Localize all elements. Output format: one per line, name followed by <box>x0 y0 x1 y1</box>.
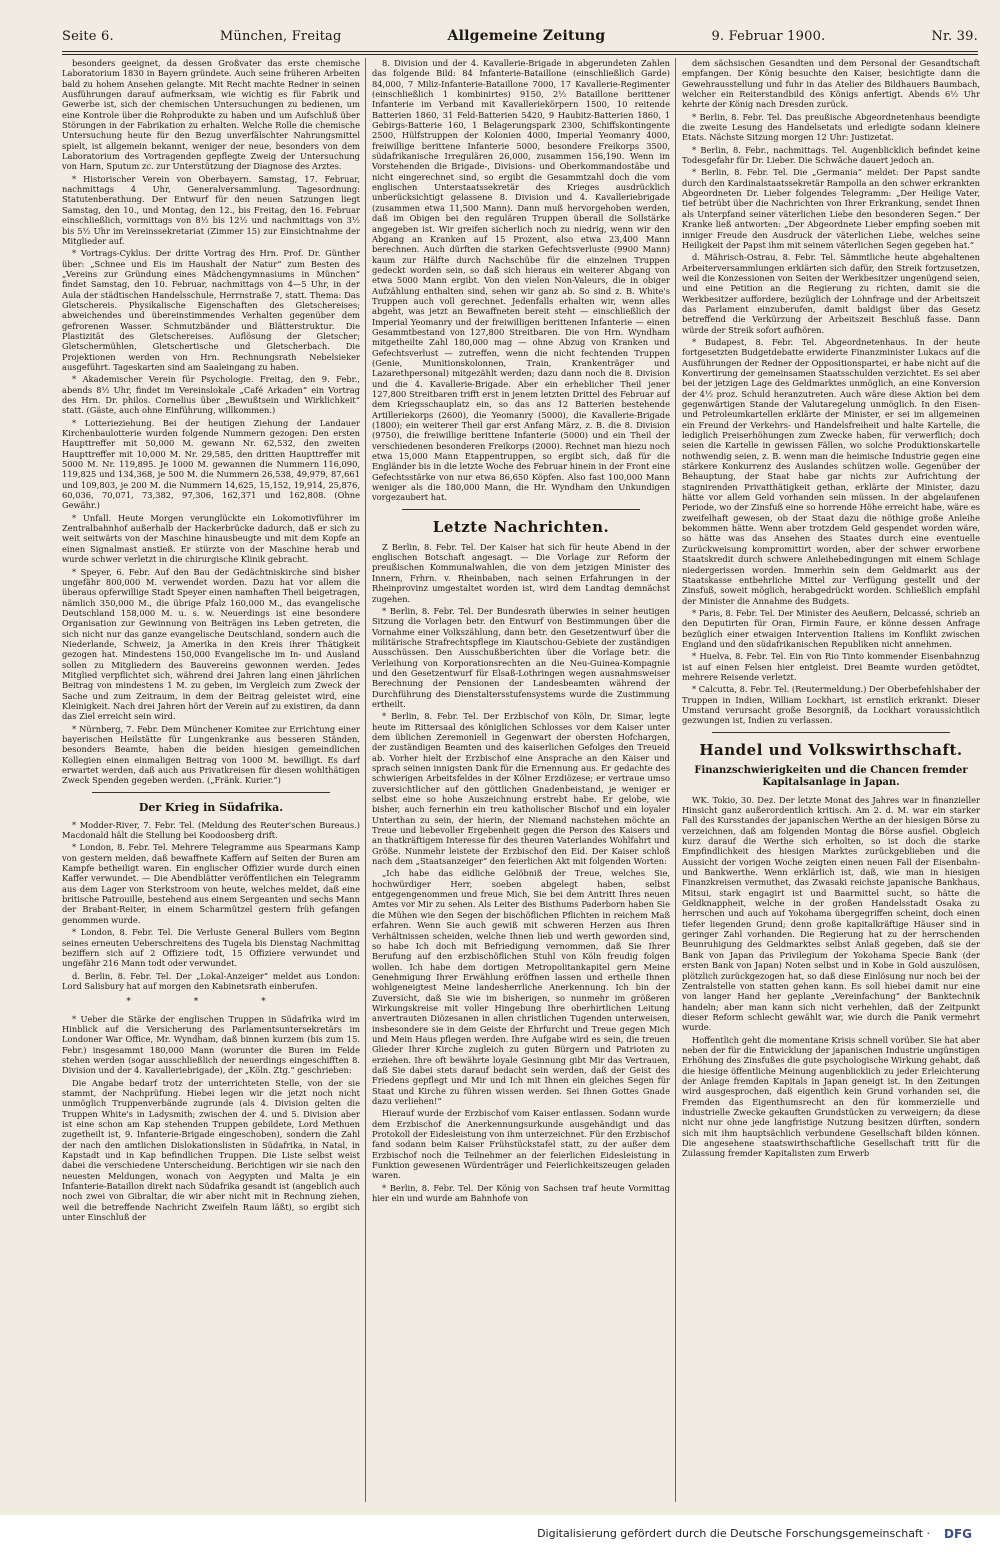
article-huelva: * Huelva, 8. Febr. Tel. Ein von Rio Tinto kommender Eisenbahnzug ist auf einen Felsen hier entgleist. Drei Beamte wurden getödtet, mehrere Reisende verletzt. <box>682 651 980 682</box>
header-rule <box>62 51 978 52</box>
column-1 <box>62 58 360 1502</box>
dfg-credit: Digitalisierung gefördert durch die Deutsche Forschungsgemeinschaft · <box>537 1527 930 1540</box>
section-heading-war: Der Krieg in Südafrika. <box>138 800 284 814</box>
issue-date: 9. Februar 1900. <box>711 29 826 44</box>
article-tokio-2: Hoffentlich geht die momentane Krisis schnell vorüber. Sie hat aber neben der für die Entwicklung der japanischen Industrie ungünstigen Erhöhung des Zinsfußes die gute psychologische Wirkung gehabt, daß die hiesige öffentliche Meinung augenblicklich zu jeder Erleichterung der Anlage fremden Kapitals in Japan geneigt ist. In den Zeitungen wird ausgesprochen, daß eigentlich kein Grund vorhanden sei, die Fremden das Eigenthumsrecht an den für kommerzielle und industrielle Zwecke gekauften Grundstücken zu verweigern; da diese nicht nur ohne jede langfristige Nutzung besitzen dürften, sondern sich mit ihm hauptsächlich verbundene Gesellschaft bilden können. Die angesehene staatswirthschaftliche Gesellschaft tritt für die Zulassung fremder Kapitalisten zum Erwerb <box>682 1034 980 1159</box>
column-rule-1 <box>365 58 366 1502</box>
article-headline-japan: Finanzschwierigkeiten und die Chancen fremder Kapitalsanlage in Japan. <box>694 764 968 788</box>
article-psychology-society: * Akademischer Verein für Psychologie. Freitag, den 9. Febr., abends 8½ Uhr, findet im Vereinslokale „Café Arkaden“ ein Vortrag des Hrn. Dr. philos. Cornelius über „Bewußtsein und Wirklichkeit“ statt. (Gäste, auch ohne Einführung, willkommen.) <box>62 374 360 416</box>
article-berlin-archbishop: * Berlin, 8. Febr. Tel. Der Erzbischof von Köln, Dr. Simar, legte heute im Rittersaal des königlichen Schlosses vor dem Kaiser unter dem üblichen Zeremoniell in Gegenwart der obersten Hofchargen, der zuständigen Beamten und des kaiserlichen Gefolges den Treueid ab. Vorher hielt der Erzbischof eine Ansprache an den Kaiser und sprach seinen innigsten Dank für die Ernennung aus. Er gedachte des schwierigen Arbeitsfeldes in der Kölner Erzdiözese; er vertraue umso zuversichtlicher auf den göttlichen Gnadenbeistand, je weniger er selbst eine so hohe Auszeichnung erstrebt habe. Er gelobe, wie bisher, auch fernerhin ein treu katholischer Bischof und ein loyaler Unterthan zu sein, der hierin, der Niemand nachstehen möchte an Treue und liebevoller Ergebenheit gegen die Person des Kaisers und an thatkräftigem Interesse für des theuren Vaterlandes Wohlfahrt und Größe. Nunmehr leistete der Erzbischof den Eid. Der Kaiser schloß nach dem „Staatsanzeiger“ den feierlichen Akt mit folgenden Worten: <box>372 711 670 867</box>
dfg-logo: DFG <box>943 1527 972 1541</box>
article-lottery: * Lotterieziehung. Bei der heutigen Ziehung der Landauer Kirchenbaulotterie wurden folgende Nummern gezogen: Den ersten Haupttreffer mit 50,000 M. gewann Nr. 62,532, den zweiten Haupttreffer mit 10,000 M. Nr. 29,585, den dritten Haupttreffer mit 5000 M. Nr. 119,895. Je 1000 M. gewannen die Nummern 116,090, 119,825 und 134,368, je 500 M. die Nummern 26,538, 49,979, 87,661 und 109,803, je 200 M. die Nummern 14,625, 15,152, 19,914, 25,876, 60,036, 70,071, 73,382, 97,306, 162,371 und 162,808. (Ohne Gewähr.) <box>62 417 360 511</box>
article-chemistry: besonders geeignet, da dessen Großvater das erste chemische Laboratorium 1830 in Bayern gründete. Auch seine früheren Arbeiten bald zu hohem Ansehen gelangte. Mit Recht machte Redner in seinen Ausführungen darauf aufmerksam, wie wichtig es für Fabrik und Gewerbe ist, sich der chemischen Untersuchungen zu bedienen, um eine Kontrole über die Rohprodukte zu haben und um Aufschluß über Störungen in der Fabrikation zu erhalten. Welche Rolle die chemische Untersuchung heute für den Bezug unverfälschter Nahrungsmittel spielt, ist allgemein bekannt, weniger der neue, besonders von dem Laboratorium des Vortragenden gepflegte Zweig der Untersuchung von Harn, Sputum zc. zur Unterstützung der Diagnose des Arztes. <box>62 58 360 172</box>
article-lecture-cycle: * Vortrags-Cyklus. Der dritte Vortrag des Hrn. Prof. Dr. Günther über: „Schnee und Eis im Haushalt der Natur“ zum Besten des „Vereins zur Gründung eines Mädchengymnasiums in München“ findet Samstag, den 10. Februar, nachmittags von 4—5 Uhr, in der Aula der städtischen Handelsschule, Herrnstraße 7, statt. Thema: Das Gletschereis. Physikalische Eigenschaften des Gletschereises; abweichendes und übereinstimmendes Verhalten gegenüber dem gefrorenen Wasser. Schmutzbänder und Blätterstruktur. Die Plastizität des Gletschereises. Auflösung der Gletscher; Gletschermühlen, Gletschertische und Gletscherbach. Die Projektionen werden von Hrn. Rechnungsrath Nebelsieker ausgeführt. Tageskarten sind am Saaleingang zu haben. <box>62 248 360 372</box>
column-2 <box>372 58 670 1502</box>
article-tokio: WK. Tokio, 30. Dez. Der letzte Monat des Jahres war in finanzieller Hinsicht ganz außerordentlich kritisch. Am 2. d. M. war ein starker Fall des Kursstandes der japanischen Werthe an der hiesigen Börse zu verzeichnen, daß am folgenden Montag die Börse ausfiel. Obgleich kurz darauf die Werthe sich erholten, so ist doch die starke Empfindlichkeit des hiesigen Marktes zurückgeblieben und die Aussicht der vorigen Woche zeigten einen neuen Fall der Eisenbahn- und Bankwerthe. Wenn erklärlich ist, daß, wie man in hiesigen Finanzkreisen vermuthet, das Zwasaki reichste japanische Bankhaus, Mitsui, stark engagirt ist und Baarmittel sucht, so hätte die Geldknappheit, welche in der großen Handelsstadt Osaka zu herrschen und auch auf Yokohama übergegriffen scheint, doch einen tiefer liegenden Grund; denn große kapitalkräftige Häuser sind in geringer Zahl vorhanden. Die Regierung hat zu der herrschenden Beunruhigung des Geldmarktes selbst Anlaß gegeben, daß sie der Bank von Japan das Privilegium der Yokohama Specie Bank (der ersten Bank von Japan) Noten selbst und in Kobe in Gold auszulösen, plötzlich zurückgezogen hat, so daß diese Einlösung nur noch bei der Zentralstelle von statten gehen kann. Es soll hiebei damit nur eine von langer Hand her geplante „Vereinfachung“ der Banktechnik handeln; aber man kann sich nicht verhehlen, daß der Zeitpunkt dieser Reform schlecht gewählt war, wie durch die Panik vermehrt wurde. <box>682 794 980 1033</box>
column-rule-2 <box>675 58 676 1502</box>
article-london-2: * London, 8. Febr. Tel. Die Verluste General Bullers vom Beginn seines erneuten Ueberschreitens des Tugela bis Dienstag Nachmittag beziffern sich auf 2 Offiziere todt, 15 Offiziere verwundet und ungefähr 216 Mann todt oder verwundet. <box>62 927 360 969</box>
article-ostrau: d. Mährisch-Ostrau, 8. Febr. Tel. Sämmtliche heute abgehaltenen Arbeiterversammlungen erklärten sich dafür, den Streik fortzusetzen, weil die Konzessionen von Seiten der Werkbesitzer ungenügend seien, und eine Petition an die Regierung zu richten, damit sie die Werkbesitzer auffordere, bezüglich der Lohnfrage und der Arbeitszeit das Parlament einzuberufen, damit baldigst über das Gesetz betreffend die Verkürzung der Arbeitszeit Beschluß fasse. Dann würde der Streik sofort aufhören. <box>682 252 980 335</box>
article-kaiser-speech: „Ich habe das eidliche Gelöbniß der Treue, welches Sie, hochwürdiger Herr, soeben abgelegt haben, selbst entgegengenommen und freue Mich, Sie bei dem Antritt Ihres neuen Amtes vor Mir zu sehen. Als Leiter des Bisthums Paderborn haben Sie die Mühen wie den Segen der bischöflichen Pflichten in reichem Maß erfahren. Wenn Sie auch gewiß mit schweren Herzen aus Ihren Verhältnissen scheiden, welche Ihnen lieb und werth geworden sind, so habe Ich doch mit Befriedigung vernommen, daß Sie Ihrer Berufung auf den erzbischöflichen Stuhl von Köln freudig folgen wollen. Ich habe dem dortigen Metropolitankapitel gern Meine Genehmigung Ihrer Erwählung eröffnen lassen und ertheile Ihnen wohlgeneigtest Meine landesherrliche Anerkennung. Ich bin der Zuversicht, daß Sie wie im bisherigen, so nunmehr im größeren Wirkungskreise mit voller Hingebung Ihre oberhirtlichen Leitung anvertrauten Diözesanen in allen christlichen Tugenden unterweisen, insbesondere sie in dem Geiste der Ehrfurcht und Treue gegen Mich und Mein Haus pflegen werden. Ihre Aufgabe wird es sein, die treuen Glieder Ihrer Kirche zugleich zu guten Bürgern und Patrioten zu erziehen. Ihre oft bewährte loyale Gesinnung gibt Mir das Vertrauen, daß Sie dabei stets darauf bedacht sein werden, daß der Geist des Friedens gepflegt und Mir und Ich mit Ihnen ein gleiches Segen für Staat und Kirche zu führen wissen werden. Sei Ihnen Gottes Gnade dazu verliehen!“ <box>372 868 670 1106</box>
article-london-1: * London, 8. Febr. Tel. Mehrere Telegramme aus Spearmans Kamp von gestern melden, daß bewaffnete Kaffern auf Seiten der Buren am Kampfe betheiligt waren. Ein englischer Offizier wurde durch einen Kaffer verwundet. — Die Abendblätter veröffentlichen ein Telegramm aus dem Lager von Sterkstroom von heute, welches meldet, daß eine britische Patrouille, bestehend aus einem Sergeanten und sechs Mann der Brabant-Reiter, in einem Scharmützel gestern früh gefangen genommen wurde. <box>62 842 360 925</box>
article-germania: * Berlin, 8. Febr. Tel. Die „Germania“ meldet: Der Papst sandte durch den Kardinalstaatssekretär Rampolla an den schwer erkrankten Abgeordneten Dr. Lieber folgendes Telegramm: „Der Heilige Vater, tief betrübt über die Nachrichten von Ihrer Erkrankung, sendet Ihnen als Unterpfand seiner väterlichen Liebe den besonderen Segen.“ Der Kranke ließ antworten: „Der Abgeordnete Lieber empfing soeben mit inniger Freude den Ausdruck der väterlichen Liebe, welches seine Heiligkeit der Papst ihm mit seinem väterlichen Segen gegeben hat.“ <box>682 167 980 250</box>
article-speyer: * Speyer, 6. Febr. Auf den Bau der Gedächtniskirche sind bisher ungefähr 800,000 M. verwendet worden. Dazu hat vor allem die überaus opferwillige Stadt Speyer einen namhaften Theil beigetragen, nämlich 350,000 M., die übrige Pfalz 160,000 M., das evangelische Deutschland 158,000 M. u. s. w. Neuerdings ist eine besondere Organisation zur Gewinnung von Beiträgen ins Leben getreten, die sich nicht nur das ganze evangelische Deutschland, sondern auch die Niederlande, Schweiz, ja Amerika in den Kreis ihrer Thätigkeit gezogen hat. Mindestens 150,000 Evangelische im In- und Ausland sollen zu Mitgliedern des Bauvereins gewonnen werden. Jedes Mitglied verpflichtet sich, während drei Jahren lang einen jährlichen Beitrag von mindestens 1 M. zu geben, im Vergleich zum Zweck der Sache und zum Zeitraum, in dem der Beitrag geleistet wird, eine Kleinigkeit. Nach drei Jahren hört der Verein auf zu existiren, da dann das Ziel erreicht sein wird. <box>62 566 360 722</box>
article-troop-strength: * Ueber die Stärke der englischen Truppen in Südafrika wird im Hinblick auf die Versicherung des Parlamentsuntersekretärs im Londoner War Office, Mr. Wyndham, daß binnen kurzem (bis zum 15. Febr.) insgesammt 180,000 Mann (worunter die Buren im Felde stehen werden (sogar ausschließlich der neuerdings eingeschifften 8. Division und der 4. Kavalleriebrigade), der „Köln. Ztg.“ geschrieben: <box>62 1013 360 1076</box>
article-accident: * Unfall. Heute Morgen verunglückte ein Lokomotivführer im Zentralbahnhof außerhalb der Hackerbrücke dadurch, daß er sich zu weit seitwärts von der Maschine hinausbeugte und mit dem Kopfe an einen Signalmast anstieß. Er stürzte von der Maschine herab und wurde schwer verletzt in die chirurgische Klinik gebracht. <box>62 512 360 565</box>
article-troop-analysis: Die Angabe bedarf trotz der unterrichteten Stelle, von der sie stammt, der Nachprüfung. Hiebei legen wir die jetzt noch nicht unmöglich Truppenverbände zugrunde (als 4. Division gelten die Truppen White's in Ladysmith; zwischen der 4. und 5. Division aber ist eine schon am Kap stehenden Truppen gebildete, Lord Methuen zugetheilt ist, 9. Infanterie-Brigade eingeschoben), sondern die Zahl der nach den amtlichen Dislokationslisten in Südafrika, in Natal, in Kapstadt und in Kap befindlichen Truppen. Die Liste selbst weist dabei die verschiedene Unterscheidung. Berichtigen wir sie nach den neuesten Meldungen, wonach von Aegypten und Malta je ein Infanterie-Bataillon direkt nach Südafrika gesandt ist (angeblich auch noch zwei von Gibraltar, die wir aber nicht mit in Rechnung ziehen, weil die betreffende Nachricht Zweifeln Raum läßt), so ergibt sich unter Einschluß der <box>62 1077 360 1223</box>
place-day: München, Freitag <box>219 29 342 44</box>
issue-number: Nr. 39. <box>931 29 978 44</box>
article-historical-society: * Historischer Verein von Oberbayern. Samstag, 17. Februar, nachmittags 4 Uhr, Generalversammlung. Tagesordnung: Statutenberathung. Der Entwurf für den neuen Satzungen liegt Samstag, den 10., und Montag, den 12., bis Freitag, den 16. Februar einschließlich, vormittags von 8½ bis 12½ und nachmittags von 3½ bis 5½ Uhr im Vereinssekretariat (Zimmer 15) zur Einsichtnahme der Mitglieder auf. <box>62 173 360 246</box>
article-berlin-bundesrath: * Berlin, 8. Febr. Tel. Der Bundesrath überwies in seiner heutigen Sitzung die Vorlagen betr. den Entwurf von Bestimmungen über die Vornahme einer Volkszählung, dann betr. den Gesetzentwurf über die militärische Strafrechtspflege im Kiautschou-Gebiete der zuständigen Ausschüssen. Den Ausschußberichten über die Vorlage betr. die Verleihung von Korporationsrechten an die Neu-Guinea-Kompagnie und den Gesetzentwurf für Elsaß-Lothringen wegen ausnahmsweiser Berechnung der Pensionen der Landesbeamten während der Durchführung des Dienstaltersstufensystems wurde die Zustimmung ertheilt. <box>372 605 670 709</box>
article-saxony-king: dem sächsischen Gesandten und dem Personal der Gesandtschaft empfangen. Der König besuchte den Kaiser, besichtigte dann die Gewehrausstellung und fuhr in das Atelier des Bildhauers Baumbach, welcher ein Reiterstandbild des Königs anfertigt. Abends 6½ Uhr kehrte der König nach Dresden zurück. <box>682 58 980 110</box>
article-troop-figures: 8. Division und der 4. Kavallerie-Brigade in abgerundeten Zahlen das folgende Bild: 84 Infanterie-Bataillone (einschließlich Garde) 84,000, 7 Miliz-Infanterie-Bataillone 7000, 17 Kavallerie-Regimenter (einschließlich 1 kombinirtes) 9150, 2½ Bataillone berittener Infanterie im Verband mit Kavalleriekörpern 1500, 10 reitende Batterien 1860, 31 Feld-Batterien 5420, 9 Haubitz-Batterien 1860, 1 Gebirgs-Batterie 160, 1 Belagerungspark 2300, Schiffskontingente 2500, Hülfstruppen der Kolonien 4000, Imperial Yeomanry 4000, freiwillige berittene Infanterie 5000, besondere Freikorps 3500, südafrikanische Irregulären 26,000, zusammen 156,190. Wenn im Vorstehenden die Brigade-, Divisions- und Oberkommandostäbe und nicht eingerechnet sind, so ergibt die Gesammtzahl doch die vom englischen Unterstaatssekretär des Krieges ausdrücklich unberücksichtigt gelassene 8. Division und 4. Kavalleriebrigade (zusammen etwa 11,500 Mann). Dann muß hervorgehoben werden, daß im Obigen bei den regulären Truppen überall die Sollstärke angegeben ist. Wir greifen sicherlich noch zu niedrig, wenn wir den Abgang an Kranken auf 15 Prozent, also etwa 23,400 Mann berechnen. Auch dürften die starken Gefechtsverluste (9900 Mann) kaum zur Hälfte durch Nachschübe für die einzelnen Truppen gedeckt worden sein, so daß sich hieraus ein weiterer Abgang von etwa 5000 Mann ergibt. Von den vielen Non-Valeurs, die in obiger Aufzählung enthalten sind, sehen wir ganz ab. So sind z. B. White's Truppen auch voll gerechnet. Jedenfalls erhalten wir, wenn alles abgeht, was jetzt an Bewaffneten bereit steht — einschließlich der Imperial Yeomanry und der freiwilligen berittenen Infanterie — einen Gesammtbestand von 127,800 Streitbaren. Die von Hrn. Wyndham mitgetheilte Zahl 180,000 mag — ohne Abzug von Kranken und Gefechtsverlust — zutreffen, wenn die nicht fechtenden Truppen (Genie, Munitionskolonnen, Train, Krankenträger und Lazarethpersonal) mitgezählt werden; dazu dann noch die 8. Division und die 4. Kavallerie-Brigade. Aber ein erheblicher Theil jener 127,800 Streitbaren trifft erst in jenem letzten Drittel des Februar auf dem Kriegsschauplatz ein, so das ans 12 Batterien bestehende Artilleriekorps (2600), die Yeomanry (5000), die Kavallerie-Brigade (1800); ein weiterer Theil gar erst Anfang März, z. B. die 8. Division (9750), die freiwillige berittene Infanterie (5000) und ein Theil der verschiedenen besonderen Freikorps (2000). Rechnet man hiezu noch etwa 15,000 Mann Etappentruppen, so ergibt sich, daß für die Engländer bis in die letzte Woche des Februar hinein in der Front eine Gefechtsstärke von nur etwa 86,650 Köpfen. Also fast 100,000 Mann weniger als die 180,000 Mann, die Hr. Wyndham den Unkundigen vorgezaubert hat. <box>372 58 670 503</box>
article-berlin-saxony: * Berlin, 8. Febr. Tel. Der König von Sachsen traf heute Vormittag hier ein und wurde am Bahnhofe von <box>372 1182 670 1204</box>
article-budapest: * Budapest, 8. Febr. Tel. Abgeordnetenhaus. In der heute fortgesetzten Budgetdebatte erwiderte Finanzminister Lukacs auf die Ausführungen der Redner der Oppositionspartei, er habe nicht auf die Konvertirung der gemeinsamen Staatsschulden verzichtet. Es sei aber bei der jetzigen Lage des Geldmarktes unmöglich, an eine Konversion der 4½ proz. Schuld heranzutreten. Auch wäre diese Aktion bei dem gegenwärtigen Stande der Valutaregelung unmöglich. In den Eisen- und Petroleumkartellen erklärte der Minister, er sei im allgemeinen ein Freund der Verkehrs- und Handelsfreiheit und halte Kartelle, die lediglich Preiserhöhungen zum Zwecke haben, für verwerflich; doch seien die Kartelle in gewissen Fällen, wo solche Produktionskartelle nothwendig seien, z. B. wenn man die heimische Industrie gegen eine stärkere Konkurrenz des Auslandes schützen wolle. Gegenüber der Behauptung, der Staat habe gar nichts zur Aufrichtung der stagnirenden Privatthätigkeit gethan, erklärte der Minister, dazu hätte vor allem Geld vorhanden sein müssen. In der abgelaufenen Periode, wo der Zinsfuß eine so horrende Höhe erreicht habe, wäre es zweifelhaft gewesen, ob der Staat dazu die nöthige große Anleihe bekommen hätte. Wenn aber trotzdem Geld gespendet worden wäre, so hätte was das Ansehen des Staates durch eine eventuelle Zurückweisung kompromittirt worden, aber der schwer erworbene Staatskredit durch schwere Anleihebedingungen mit einem Schlage niedergerissen worden. Immerhin sein dem Geldmarkt aus der Staatskasse entbehrliche Mittel zur Verfügung gestellt und der Zinsfuß, soweit möglich, herabgedrückt worden. Schließlich empfahl der Minister die Annahme des Budgets. <box>682 336 980 606</box>
section-heading-trade: Handel und Volkswirthschaft. <box>699 740 963 759</box>
article-berlin-kaiser: Z Berlin, 8. Febr. Tel. Der Kaiser hat sich für heute Abend in der englischen Botschaft angesagt. — Die Vorlage zur Reform der preußischen Kommunalwahlen, die von dem jetzigen Minister des Innern, Frhrn. v. Rheinbaben, nach seinen Erfahrungen in der Rheinprovinz umgestaltet worden ist, wird dem Landtag demnächst zugehen. <box>372 541 670 604</box>
article-modder-river: * Modder-River, 7. Febr. Tel. (Meldung des Reuter'schen Bureaus.) Macdonald hält die Stellung bei Koodoosberg drift. <box>62 819 360 841</box>
article-dr-lieber: * Berlin, 8. Febr., nachmittags. Tel. Augenblicklich befindet keine Todesgefahr für Dr. Lieber. Die Schwäche dauert jedoch an. <box>682 144 980 166</box>
article-paris: * Paris, 8. Febr. Tel. Der Minister des Aeußern, Delcassé, schrieb an den Deputirten für Oran, Firmin Faure, er könne dessen Anfrage bezüglich einer etwaigen Intervention Italiens im Konflikt zwischen England und den südafrikanischen Republiken nicht annehmen. <box>682 607 980 649</box>
column-3 <box>682 58 980 1502</box>
section-divider <box>92 792 330 793</box>
page-header <box>62 28 978 50</box>
digitization-footer <box>0 1515 1000 1556</box>
section-heading-latest-news: Letzte Nachrichten. <box>432 517 610 536</box>
page-number: Seite 6. <box>62 29 114 44</box>
newspaper-title: Allgemeine Zeitung <box>447 28 606 44</box>
article-nuremberg: * Nürnberg, 7. Febr. Dem Münchener Komitee zur Errichtung einer bayerischen Heilstätte für Lungenkranke aus besseren Ständen, besonders Beamte, haben die beiden hiesigen gemeindlichen Kollegien einen einmaligen Beitrag von 1000 M. bewilligt. Es darf erwartet werden, daß auch aus Privatkreisen für diesen wohlthätigen Zweck Spenden gegeben werden. („Fränk. Kurier.“) <box>62 723 360 786</box>
article-berlin-lokal: d. Berlin, 8. Febr. Tel. Der „Lokal-Anzeiger“ meldet aus London: Lord Salisbury hat auf morgen den Kabinetsrath einberufen. <box>62 970 360 991</box>
article-prussian-house: * Berlin, 8. Febr. Tel. Das preußische Abgeordnetenhaus beendigte die zweite Lesung des Handelsetats und erledigte sodann kleinere Etats. Nächste Sitzung morgen 12 Uhr: Justizetat. <box>682 111 980 143</box>
article-archbishop-dismissal: Hierauf wurde der Erzbischof vom Kaiser entlassen. Sodann wurde dem Erzbischof die Anerkennungsurkunde ausgehändigt und das Protokoll der Eidesleistung von ihm unterzeichnet. Für den Erzbischof fand sodann beim Kaiser Frühstückstafel statt, zu der außer dem Erzbischof noch die Teilnehmer an der feierlichen Eidesleistung in Funktion gewesenen Würdenträger und Feierlichkeitszeugen geladen waren. <box>372 1108 670 1181</box>
separator-stars: * * * <box>126 997 296 1008</box>
header-rule-2 <box>62 54 978 55</box>
section-divider <box>712 732 950 733</box>
article-calcutta: * Calcutta, 8. Febr. Tel. (Reutermeldung.) Der Oberbefehlshaber der Truppen in Indien, William Lockhart, ist ernstlich erkrankt. Dieser Umstand verursacht große Besorgniß, da Lockhart voraussichtlich gezwungen ist, Indien zu verlassen. <box>682 684 980 726</box>
section-divider <box>402 509 640 510</box>
